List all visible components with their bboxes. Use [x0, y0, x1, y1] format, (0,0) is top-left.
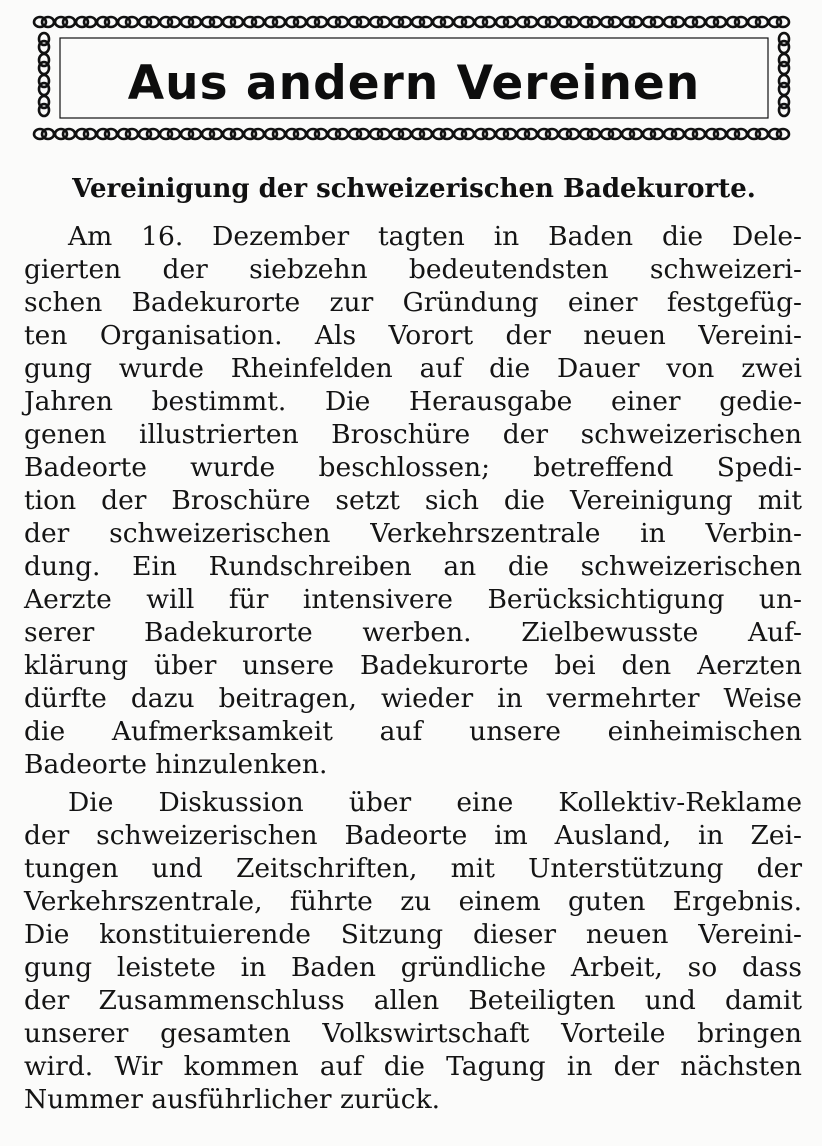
border-ornament-link — [748, 129, 768, 139]
border-ornament-link — [39, 96, 49, 116]
border-ornament-link — [559, 129, 579, 139]
border-ornament-link — [779, 75, 789, 95]
text-line: dürfte dazu beitragen, wieder in vermehrter Weise — [24, 683, 802, 714]
text-line: dung. Ein Rundschreiben an die schweizerischen — [24, 551, 802, 582]
border-ornament-link — [307, 129, 327, 139]
border-ornament-link — [454, 17, 474, 27]
border-ornament-link — [580, 17, 600, 27]
border-ornament-link — [727, 129, 747, 139]
header-ornamental-frame — [30, 8, 798, 148]
border-ornament-link — [622, 17, 642, 27]
border-ornament-link — [349, 17, 369, 27]
border-ornament-link — [685, 129, 705, 139]
border-ornament-link — [433, 129, 453, 139]
border-ornament-link — [454, 129, 474, 139]
article-body — [24, 220, 802, 1116]
border-ornament-link — [118, 129, 138, 139]
border-ornament-link — [685, 17, 705, 27]
text-line: Jahren bestimmt. Die Herausgabe einer gedie- — [24, 386, 802, 417]
border-ornament-link — [244, 129, 264, 139]
text-line: Aerzte will für intensivere Berücksichtigung un- — [24, 584, 802, 615]
border-ornament-link — [769, 129, 789, 139]
text-line: gierten der siebzehn bedeutendsten schweizeri- — [24, 254, 802, 285]
border-ornament-link — [622, 129, 642, 139]
border-ornament-link — [727, 17, 747, 27]
border-ornament-link — [779, 54, 789, 74]
text-line: schen Badekurorte zur Gründung einer festgefüg- — [24, 287, 802, 318]
border-ornament-link — [202, 17, 222, 27]
border-ornament-link — [538, 129, 558, 139]
border-ornament-link — [39, 33, 49, 53]
text-line: klärung über unsere Badekurorte bei den Aerzten — [24, 650, 802, 681]
border-ornament-link — [779, 96, 789, 116]
border-ornament-link — [265, 129, 285, 139]
article-heading: Vereinigung der schweizerischen Badekurorte. — [72, 174, 756, 204]
border-ornament-link — [370, 17, 390, 27]
border-ornament-link — [55, 17, 75, 27]
border-ornament-link — [97, 17, 117, 27]
border-ornament-link — [475, 129, 495, 139]
text-line: tungen und Zeitschriften, mit Unterstützung der — [24, 853, 802, 884]
border-ornament-link — [286, 129, 306, 139]
border-ornament-link — [538, 17, 558, 27]
border-ornament-link — [559, 17, 579, 27]
border-ornament-link — [580, 129, 600, 139]
border-ornament-link — [328, 17, 348, 27]
border-ornament-link — [139, 17, 159, 27]
text-line: wird. Wir kommen auf die Tagung in der nächsten — [24, 1051, 802, 1082]
text-line: gung wurde Rheinfelden auf die Dauer von zwei — [24, 353, 802, 384]
border-ornament-link — [76, 129, 96, 139]
border-ornament-link — [244, 17, 264, 27]
border-ornament-link — [307, 17, 327, 27]
text-line: der schweizerischen Badeorte im Ausland, in Zei- — [24, 820, 802, 851]
border-ornament-link — [664, 17, 684, 27]
text-line: genen illustrierten Broschüre der schweizerischen — [24, 419, 802, 450]
border-ornament-link — [202, 129, 222, 139]
border-ornament-link — [223, 129, 243, 139]
text-line: ten Organisation. Als Vorort der neuen Vereini- — [24, 320, 802, 351]
text-line: die Aufmerksamkeit auf unsere einheimischen — [24, 716, 802, 747]
border-ornament-link — [496, 17, 516, 27]
border-ornament-link — [706, 17, 726, 27]
text-line: unserer gesamten Volkswirtschaft Vorteile bringen — [24, 1018, 802, 1049]
border-ornament-link — [181, 129, 201, 139]
text-line: Nummer ausführlicher zurück. — [24, 1084, 441, 1115]
border-ornament-link — [601, 17, 621, 27]
text-line: Die Diskussion über eine Kollektiv-Reklame — [68, 787, 802, 818]
border-ornament-link — [34, 17, 54, 27]
border-ornament-link — [370, 129, 390, 139]
text-line: Verkehrszentrale, führte zu einem guten Ergebnis. — [24, 886, 802, 917]
border-ornament-link — [55, 129, 75, 139]
border-ornament-link — [265, 17, 285, 27]
text-line: Badeorte hinzulenken. — [24, 749, 328, 780]
border-ornament-link — [643, 129, 663, 139]
border-ornament-link — [349, 129, 369, 139]
border-ornament-link — [139, 129, 159, 139]
text-line: der Zusammenschluss allen Beteiligten und damit — [24, 985, 802, 1016]
border-ornament-link — [34, 129, 54, 139]
border-ornament-link — [76, 17, 96, 27]
border-ornament-link — [328, 129, 348, 139]
paragraph-2 — [24, 786, 802, 1116]
border-ornament-link — [664, 129, 684, 139]
border-ornament-link — [748, 17, 768, 27]
border-ornament-link — [391, 17, 411, 27]
border-ornament-link — [412, 129, 432, 139]
border-ornament-link — [517, 129, 537, 139]
border-ornament-link — [496, 129, 516, 139]
section-title: Aus andern Vereinen — [127, 56, 701, 111]
text-line: Die konstituierende Sitzung dieser neuen Vereini- — [24, 919, 802, 950]
border-ornament-link — [601, 129, 621, 139]
text-line: gung leistete in Baden gründliche Arbeit, so dass — [24, 952, 802, 983]
border-ornament-link — [286, 17, 306, 27]
border-ornament-link — [97, 129, 117, 139]
border-ornament-link — [433, 17, 453, 27]
border-ornament-link — [779, 33, 789, 53]
text-line: der schweizerischen Verkehrszentrale in Verbin- — [24, 518, 802, 549]
border-ornament-link — [643, 17, 663, 27]
text-line: Am 16. Dezember tagten in Baden die Dele- — [68, 221, 802, 252]
border-ornament-link — [118, 17, 138, 27]
border-ornament-link — [706, 129, 726, 139]
border-ornament-link — [160, 129, 180, 139]
border-ornament-link — [39, 54, 49, 74]
border-ornament-link — [39, 75, 49, 95]
border-ornament-link — [769, 17, 789, 27]
text-line: serer Badekurorte werben. Zielbewusste Auf- — [24, 617, 802, 648]
text-line: Badeorte wurde beschlossen; betreffend Spedi- — [24, 452, 802, 483]
border-ornament-link — [391, 129, 411, 139]
border-ornament-link — [517, 17, 537, 27]
paragraph-1 — [24, 220, 802, 781]
border-ornament-link — [160, 17, 180, 27]
border-ornament-link — [181, 17, 201, 27]
border-ornament-link — [412, 17, 432, 27]
text-line: tion der Broschüre setzt sich die Vereinigung mit — [24, 485, 802, 516]
border-ornament-link — [475, 17, 495, 27]
border-ornament-link — [223, 17, 243, 27]
